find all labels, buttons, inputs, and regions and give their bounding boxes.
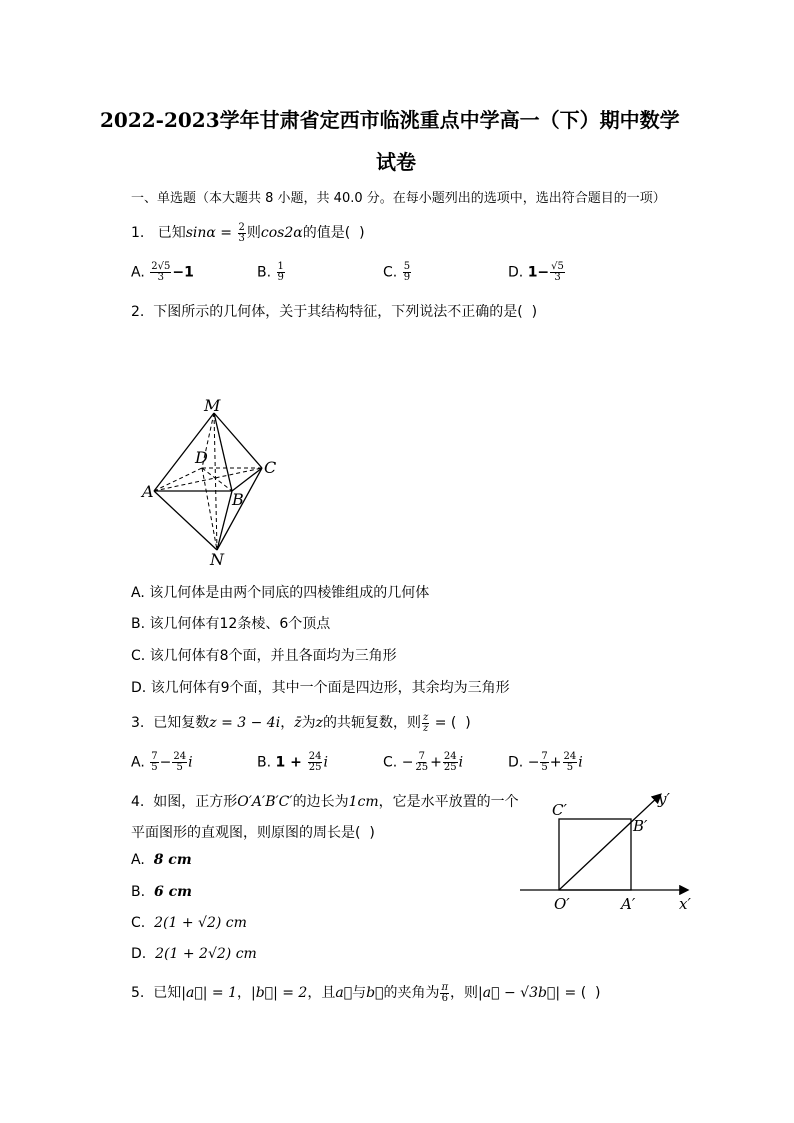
q4-option-a[interactable]: A. 8 cm [131, 852, 192, 868]
q2-option-c[interactable]: C. 该几何体有8个面，并且各面均为三角形 [131, 648, 397, 664]
question-number: 4. [131, 794, 145, 810]
question-5: 5. 已知|a⃗| = 1，|b⃗| = 2，且a⃗与b⃗的夹角为 $\frac{\pi}{6}$ ，则|a⃗ − √3b⃗| = ( ) [131, 981, 601, 1004]
vertex-label-n: N [210, 550, 224, 567]
label-o-prime: O′ [554, 895, 570, 913]
q2-option-b[interactable]: B. 该几何体有12条棱、6个顶点 [131, 616, 331, 632]
vertex-label-d: D [195, 448, 208, 467]
vertex-label-m: M [204, 396, 221, 415]
page-title-line1: 2022-2023学年甘肃省定西市临洮重点中学高一（下）期中数学 [100, 108, 680, 132]
question-number: 5. [131, 985, 145, 1001]
q4-option-d[interactable]: D. 2(1 + 2√2) cm [131, 946, 257, 962]
q3-option-c[interactable]: C. − $\frac{7}{25}$ + $\frac{24}{25}$ i [383, 751, 464, 773]
q3-option-d[interactable]: D. − $\frac{7}{5}$ + $\frac{24}{5}$ i [508, 751, 583, 773]
fraction: $\frac{2}{3}$ [238, 221, 245, 244]
question-3: 3. 已知复数z = 3 − 4i，z̄为z的共轭复数，则 $\frac{z}{z̄}$ = ( ) [131, 711, 471, 734]
q3-option-a[interactable]: A. $\frac{7}{5}$ − $\frac{24}{5}$ i [131, 751, 193, 773]
question-4-line1: 4. 如图，正方形O′A′B′C′的边长为1cm，它是水平放置的一个 [131, 794, 519, 810]
q4-option-c[interactable]: C. 2(1 + √2) cm [131, 915, 247, 931]
q2-option-d[interactable]: D. 该几何体有9个面，其中一个面是四边形，其余均为三角形 [131, 680, 510, 696]
q1-option-b[interactable]: B. $\frac{1}{9}$ [257, 261, 284, 283]
q1-option-a[interactable]: A. $\frac{2√5}{3}$ −1 [131, 261, 194, 283]
vertex-label-c: C [264, 458, 277, 477]
question-2: 2. 下图所示的几何体，关于其结构特征，下列说法不正确的是( ) [131, 304, 538, 320]
q1-option-c[interactable]: C. $\frac{5}{9}$ [383, 261, 411, 283]
question-4-line2: 平面图形的直观图，则原图的周长是( ) [131, 825, 375, 841]
label-c-prime: C′ [552, 801, 567, 819]
question-number: 2. [131, 304, 145, 320]
label-y-prime: y′ [658, 790, 670, 808]
q1-option-d[interactable]: D. 1− $\frac{√5}{3}$ [508, 261, 564, 283]
square-diagram [515, 785, 700, 925]
question-number: 1. [131, 225, 145, 241]
vertex-label-a: A [142, 482, 154, 501]
section-heading: 一、单选题（本大题共 8 小题，共 40.0 分。在每小题列出的选项中，选出符合题目的一项） [131, 191, 666, 206]
label-x-prime: x′ [679, 895, 691, 913]
vertex-label-b: B [232, 490, 244, 509]
question-1: 1. 已知sinα = $\frac{2}{3}$ 则cos2α的值是( ) [131, 221, 365, 244]
octahedron-figure [140, 395, 290, 567]
q4-option-b[interactable]: B. 6 cm [131, 884, 192, 900]
label-b-prime: B′ [633, 817, 648, 835]
page-title-line2: 试卷 [376, 150, 416, 174]
q2-option-a[interactable]: A. 该几何体是由两个同底的四棱锥组成的几何体 [131, 585, 430, 601]
question-number: 3. [131, 715, 145, 731]
q3-option-b[interactable]: B. 1 + $\frac{24}{25}$ i [257, 751, 328, 773]
label-a-prime: A′ [621, 895, 636, 913]
